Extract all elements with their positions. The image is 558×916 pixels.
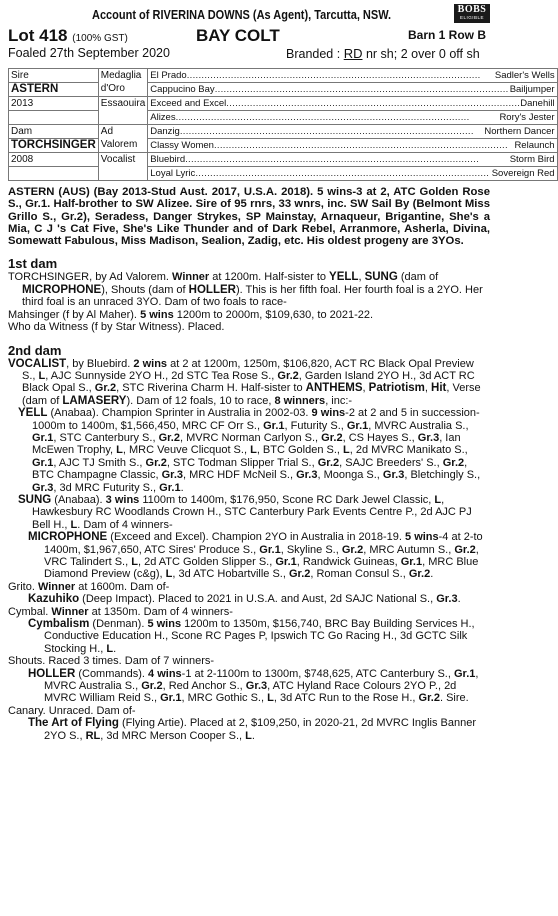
fm-b: 5 wins xyxy=(140,308,174,321)
fd-b: Winner xyxy=(172,271,210,284)
dam-year: 2008 xyxy=(9,153,99,167)
gg-5 xyxy=(148,125,557,139)
fm-c: 1200m to 2000m, $109,630, to 2021-22. xyxy=(173,308,374,321)
ped-row-1 xyxy=(9,69,558,83)
fd-h: MICROPHONE xyxy=(22,283,102,296)
ped-row-6 xyxy=(9,139,558,153)
vocalist-text xyxy=(8,358,490,408)
sd-name: VOCALIST xyxy=(8,357,67,370)
gg-6-damsire: Relaunch xyxy=(514,140,555,151)
sd-t8: , Verse (dam of xyxy=(22,382,481,407)
barn-location: Barn 1 Row B xyxy=(407,28,486,42)
sd-l1: L xyxy=(38,369,46,382)
catalogue-page xyxy=(8,4,555,742)
gg-1-grandsire: Sadler's Wells xyxy=(494,70,555,81)
sd-t5: , STC Riverina Charm H. Half-sister to xyxy=(116,382,306,395)
foal-canary: Canary. Unraced. Dam of- xyxy=(8,704,136,717)
dam-blank xyxy=(9,167,99,181)
dam-name: TORCHSINGER xyxy=(9,139,99,153)
foaled-date: Foaled 27th September 2020 xyxy=(8,46,170,60)
sd-t1: , by Bluebird. xyxy=(66,357,134,370)
sire-dam: Essaouira xyxy=(98,97,147,125)
gg-3-grandsire: Danehill xyxy=(520,98,555,109)
fd-f: SUNG xyxy=(364,271,398,284)
second-dam-heading: 2nd dam xyxy=(8,342,62,358)
foal-cymbalism: Cymbalism (Denman). 5 wins 1200m to 1350m, $156,740, BRC Bay Building Services H., Conductive Education H., Scone RC Pages P, Ipswich TC Go Racing H., 3d GCTC Silk Stocking H., L. xyxy=(28,618,475,655)
sd-t9: ). Dam of 12 foals, 10 to race, xyxy=(126,394,275,407)
sd-t6: , xyxy=(362,382,369,395)
gst-note: (100% GST) xyxy=(72,33,128,44)
sd-t10: , inc:- xyxy=(325,394,353,407)
gg-4-dam: Alizes xyxy=(150,112,176,123)
gg-3-sire: Exceed and Excel xyxy=(150,98,227,109)
gg-2-dam: Cappucino Bay xyxy=(150,84,215,95)
lot-number-text: Lot 418 xyxy=(8,26,68,45)
sd-s2: Patriotism xyxy=(368,382,425,395)
branded-rest: nr sh; 2 over 0 off sh xyxy=(365,47,480,61)
fd-g: (dam of xyxy=(397,271,439,284)
gg-3 xyxy=(148,97,557,111)
sire-name: ASTERN xyxy=(9,83,99,97)
sd-t7: , xyxy=(424,382,432,395)
gg-1 xyxy=(148,69,557,83)
gg-8-damsire: Sovereign Red xyxy=(491,168,555,179)
ped-row-5 xyxy=(9,125,558,139)
fm-a: Mahsinger (f by Al Maher). xyxy=(8,308,141,321)
foal-grito: Grito. Winner at 1600m. Dam of- xyxy=(8,580,170,593)
fd-j: HOLLER xyxy=(188,283,236,296)
sire-year: 2013 xyxy=(9,97,99,111)
sd-s1: ANTHEMS xyxy=(305,382,363,395)
sd-g1: Gr.2 xyxy=(277,369,299,382)
foal-mahsinger xyxy=(8,309,490,321)
logo-top: BOBS xyxy=(457,4,487,15)
gg-7-grandsire: Storm Bird xyxy=(509,154,555,165)
foal-sung: SUNG (Anabaa). 3 wins 1100m to 1400m, $176,950, Scone RC Dark Jewel Classic, L, Hawkesbury RC Woodlands Crown H., STC Canterbury Park Events Centre P., 2d AJC PJ Bell H., L. Dam of 4 winners- xyxy=(18,493,472,531)
branded-label: Branded : xyxy=(286,47,341,61)
sire-sire: Medaglia d'Oro xyxy=(98,69,147,97)
gg-5-grandsire: Northern Dancer xyxy=(484,126,555,137)
gg-4 xyxy=(148,111,557,125)
sd-t2: at 2 at 1200m, 1250m, $106,820, ACT RC Black Opal Preview S., xyxy=(22,357,474,382)
gg-6 xyxy=(148,139,557,153)
ped-row-8 xyxy=(9,167,558,181)
sire-summary: ASTERN (AUS) (Bay 2013-Stud Aust. 2017, U.S.A. 2018). 5 wins-3 at 2, ATC Golden Rose S., Gr.1. Half-brother to SW Alizee. Sire of 95 rnrs, 33 wnrs, inc. SW Sail By (Belmont Miss Grillo S., Gr.2), Seradess, Danger Strykes, SP Mainstay, Arnaqueur, Brigantine, She's a Mia, C J 's Cat Five, She's Like Thunder and of Dark Rebel, Arranmore, Asherla, Divina, Somewatt Fabulous, Miss Madison, Sealion, Zadig, etc. His oldest progeny are 3YOs. xyxy=(8,186,490,248)
gg-7 xyxy=(148,153,557,167)
foal-microphone: MICROPHONE (Exceed and Excel). Champion 2YO in Australia in 2018-19. 5 wins-4 at 2-to 1400m, $1,967,650, ATC Sires' Produce S., Gr.1, Skyline S., Gr.2, MRC Autumn S., Gr.2, VRC Talindert S., L, 2d ATC Golden Slipper S., Gr.1, Randwick Guineas, Gr.1, MRC Blue Diamond Preview (c&g), L, 3d ATC Hobartville S., Gr.2, Roman Consul S., Gr.2. xyxy=(28,531,483,581)
gg-8-dam: Loyal Lyric xyxy=(150,168,196,179)
foal-holler: HOLLER (Commands). 4 wins-1 at 2-1100m to 1300m, $748,625, ATC Canterbury S., Gr.1, MVRC Australia S., Gr.2, Red Anchor S., Gr.3, ATC Hyland Race Colours 2YO P., 2d MVRC William Reid S., Gr.1, MRC Gothic S., L, 3d ATC Run to the Rose H., Gr.2. Sire. xyxy=(28,667,479,705)
bobs-eligible-logo xyxy=(454,4,490,23)
ped-row-7 xyxy=(9,153,558,167)
foal-cymbal: Cymbal. Winner at 1350m. Dam of 4 winners- xyxy=(8,605,233,618)
dam-sire: Ad Valorem xyxy=(98,125,147,153)
fd-i: ), Shouts (dam of xyxy=(101,283,189,296)
sd-g2: Gr.2 xyxy=(94,382,117,395)
pedigree-table xyxy=(8,68,558,181)
foal-yell: YELL (Anabaa). Champion Sprinter in Australia in 2002-03. 9 wins-2 at 2 and 5 in succession-1000m to 1400m, $1,566,450, MRC CF Orr S., Gr.1, Futurity S., Gr.1, MVRC Australia S., Gr.1, STC Canterbury S., Gr.2, MVRC Norman Carlyon S., Gr.2, CS Hayes S., Gr.3, Ian McEwen Trophy, L, MRC Veuve Clicquot S., L, BTC Golden S., L, 2d MVRC Manikato S., Gr.1, AJC TJ Smith S., Gr.2, STC Todman Slipper Trial S., Gr.2, SAJC Breeders' S., Gr.2, BTC Champagne Classic, Gr.3, MRC HDF McNeil S., Gr.3, Moonga S., Gr.3, Bletchingly S., Gr.3, 3d MRC Futurity S., Gr.1. xyxy=(18,407,481,494)
ped-row-4 xyxy=(9,111,558,125)
brand-info xyxy=(286,46,480,61)
fd-k: ). This is her fifth foal. Her fourth foal is a 2YO. Her third foal is an unraced 3YO. Dam of two foals to race- xyxy=(22,283,483,309)
ped-row-3 xyxy=(9,97,558,111)
fd-d: YELL xyxy=(329,271,359,284)
foaled-line xyxy=(8,46,490,61)
fd-c: at 1200m. Half-sister to xyxy=(209,271,330,284)
lot-number xyxy=(8,26,128,46)
vendor-account: Account of RIVERINA DOWNS (As Agent), Tarcutta, NSW. xyxy=(92,8,392,22)
gg-6-dam: Classy Women xyxy=(150,140,214,151)
horse-title: BAY COLT xyxy=(196,26,280,45)
dam-dam: Vocalist xyxy=(98,153,147,181)
gg-7-sire: Bluebird xyxy=(150,154,186,165)
sd-s3: Hit xyxy=(431,382,447,395)
logo-bottom: ELIGIBLE xyxy=(459,15,484,20)
ped-row-2 xyxy=(9,83,558,97)
foal-who-da-witness: Who da Witness (f by Star Witness). Placed. xyxy=(8,321,225,334)
sire-blank xyxy=(9,111,99,125)
sd-s4: LAMASERY xyxy=(62,394,127,407)
gg-4-damsire: Rory's Jester xyxy=(499,112,555,123)
lot-line xyxy=(8,26,490,46)
header xyxy=(8,4,490,24)
sd-t4: , Garden Island 2YO H., 3d ACT RC Black Opal S., xyxy=(22,369,475,395)
sire-label: Sire xyxy=(9,69,99,83)
gg-8 xyxy=(148,167,557,181)
first-dam-text xyxy=(8,271,490,308)
first-dam-heading: 1st dam xyxy=(8,256,58,272)
brand-mark: RD xyxy=(343,46,363,61)
foal-the-art-of-flying: The Art of Flying (Flying Artie). Placed at 2, $109,250, in 2020-21, 2d MVRC Inglis Banner 2YO S., RL, 3d MRC Merson Cooper S., L. xyxy=(28,717,477,742)
sd-w8: 8 winners xyxy=(274,394,326,407)
sd-t3: , AJC Sunnyside 2YO H., 2d STC Tea Rose S., xyxy=(45,369,278,382)
gg-1-sire: El Prado xyxy=(150,70,187,81)
foal-shouts: Shouts. Raced 3 times. Dam of 7 winners- xyxy=(8,655,215,668)
fd-a: TORCHSINGER, by Ad Valorem. xyxy=(8,271,173,284)
gg-2-damsire: Bailjumper xyxy=(509,84,555,95)
gg-2 xyxy=(148,83,557,97)
gg-5-sire: Danzig xyxy=(150,126,180,137)
foal-kazuhiko: Kazuhiko (Deep Impact). Placed to 2021 in U.S.A. and Aust, 2d SAJC National S., Gr.3. xyxy=(28,593,461,606)
fd-e: , xyxy=(358,271,365,284)
dam-label: Dam xyxy=(9,125,99,139)
sd-wins: 2 wins xyxy=(133,357,168,370)
